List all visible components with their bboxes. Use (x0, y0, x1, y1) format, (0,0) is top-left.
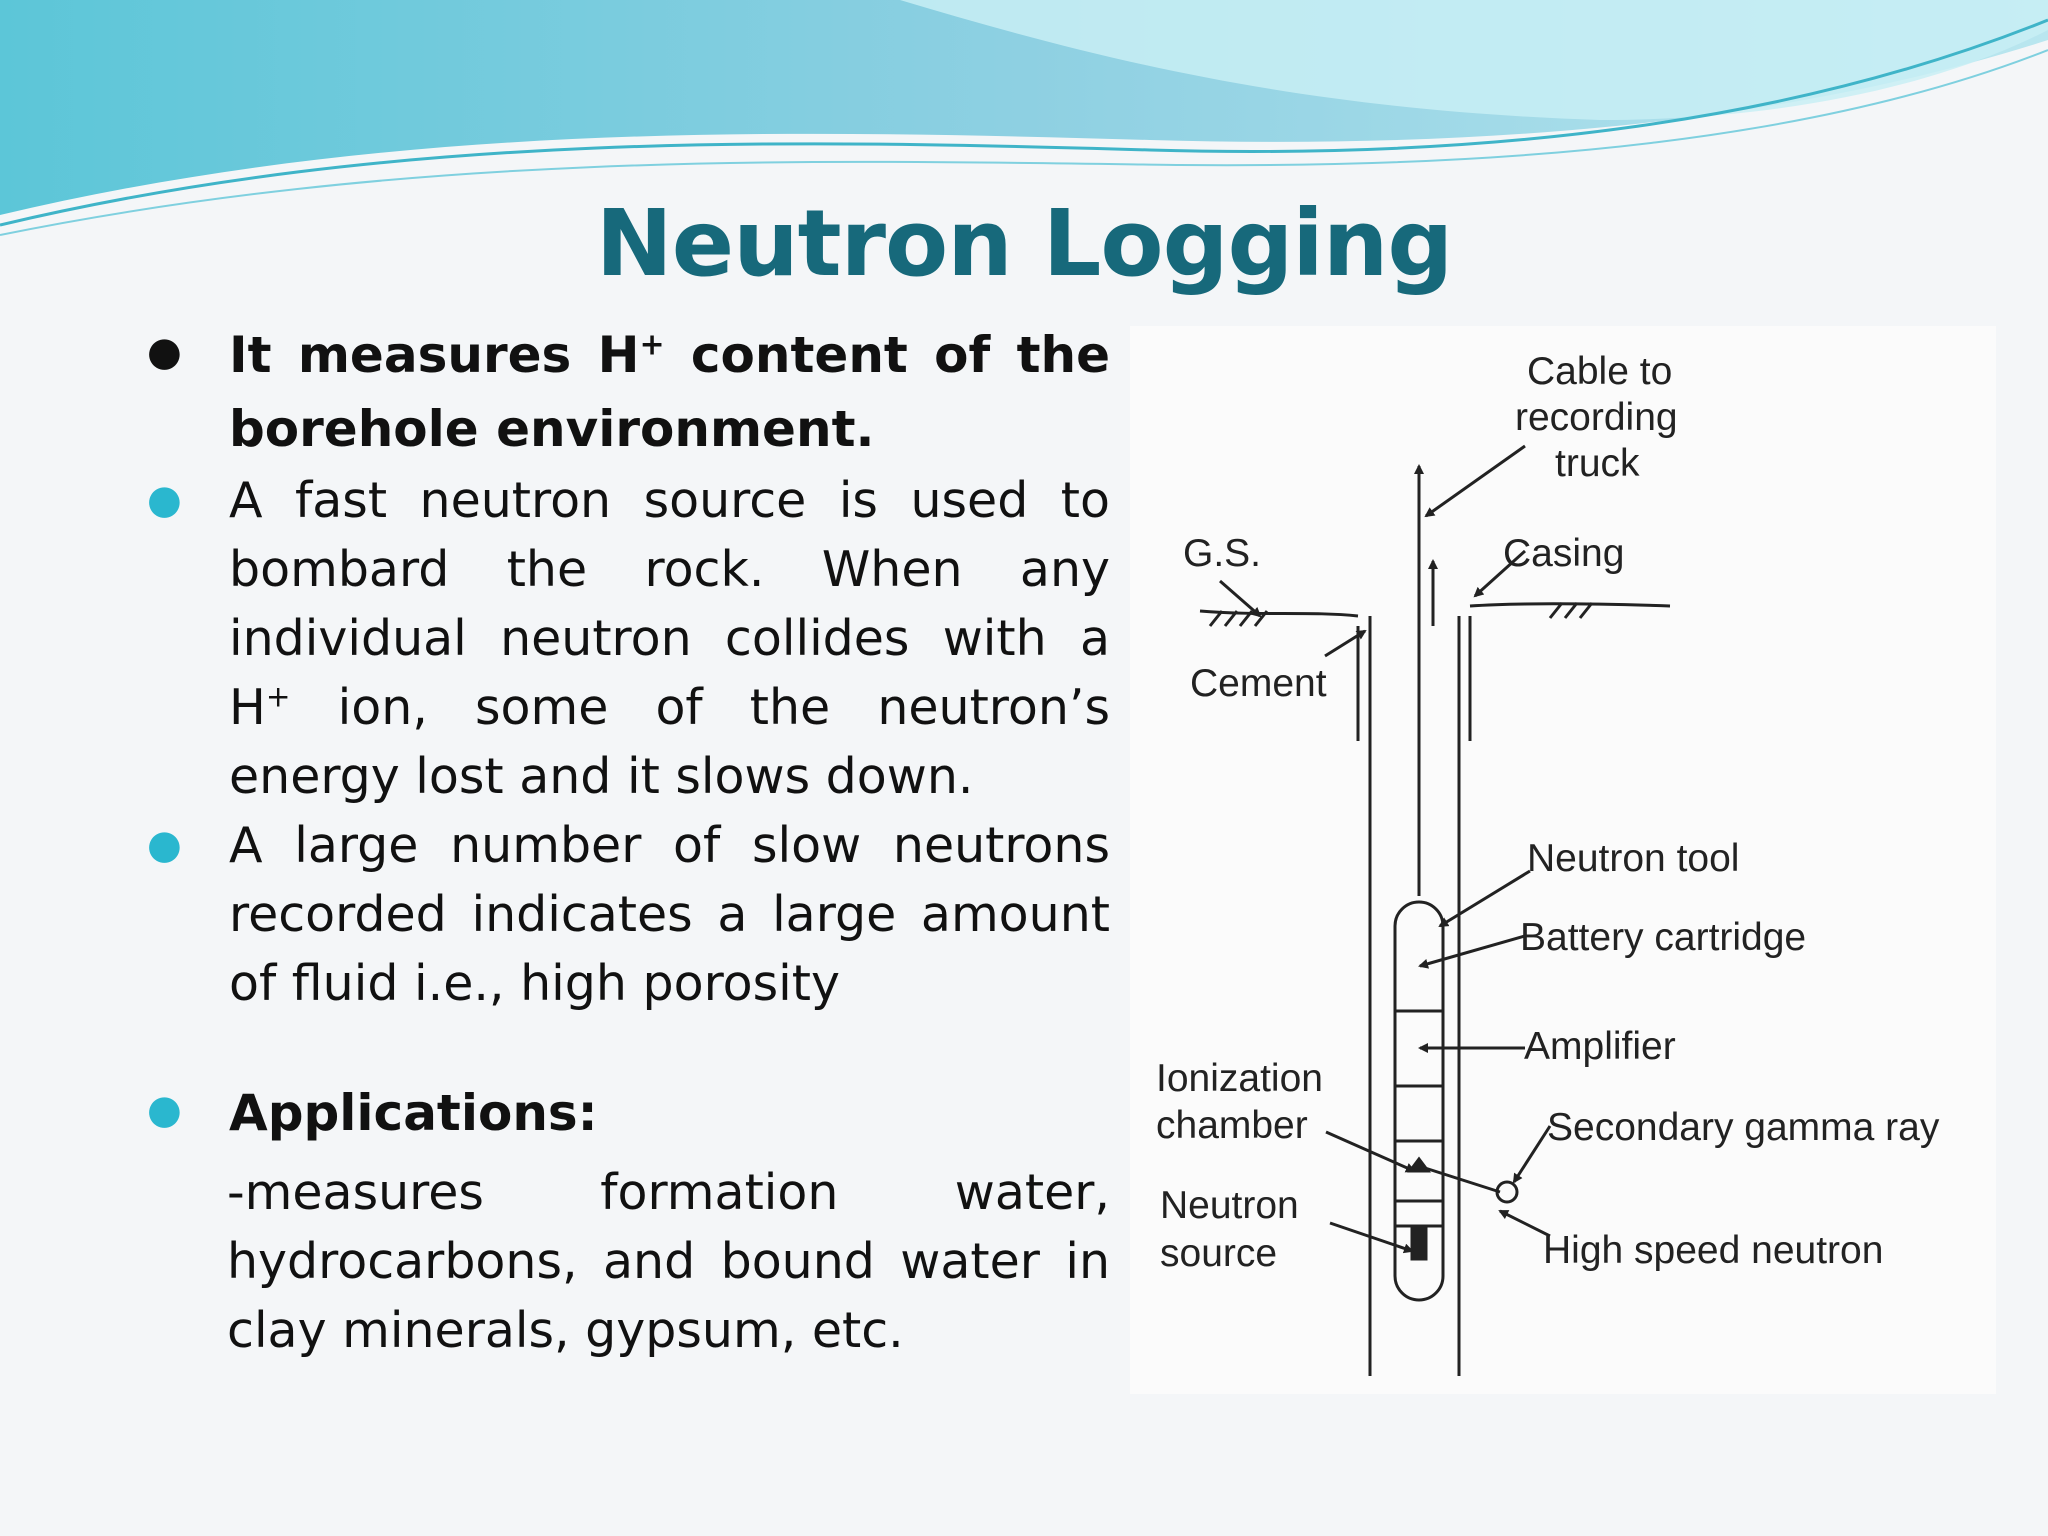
slide-title: Neutron Logging (595, 190, 1453, 297)
label-cable: Cable to (1527, 350, 1673, 393)
label-ionization-chamber: Ionization (1156, 1057, 1323, 1100)
bullet-list (145, 318, 1110, 1365)
bullet-dot-icon: ● (147, 329, 182, 375)
label-ground-surface: G.S. (1183, 532, 1262, 575)
ground-surface-left (1200, 611, 1358, 616)
bullet-text: A fast neutron source is used to bombard the rock. When any individual neutron collides with a H+ ion, some of the neutron’s energy lost and it slows down. (229, 472, 1110, 805)
ground-surface-right (1470, 604, 1670, 606)
label-neutron-source: Neutron (1160, 1184, 1299, 1227)
applications-heading: Applications: (229, 1084, 598, 1142)
bullet-item-3 (145, 811, 1110, 1018)
bullet-item-1 (145, 318, 1110, 466)
bullet-dot-icon: ● (147, 477, 182, 523)
label-ionization-chamber: chamber (1156, 1104, 1308, 1147)
label-amplifier: Amplifier (1524, 1025, 1676, 1068)
label-secondary-gamma-ray: Secondary gamma ray (1547, 1106, 1940, 1149)
bullet-dot-icon: ● (147, 1087, 182, 1133)
label-cable: recording (1515, 396, 1678, 439)
bullet-text: It measures H+ content of the borehole environment. (229, 326, 1110, 458)
label-cable: truck (1555, 442, 1640, 485)
label-cement: Cement (1190, 662, 1327, 705)
applications-text: -measures formation water, hydrocarbons, and bound water in clay minerals, gypsum, etc. (227, 1164, 1110, 1359)
label-neutron-tool: Neutron tool (1527, 837, 1740, 880)
label-battery-cartridge: Battery cartridge (1520, 916, 1807, 959)
neutron-logging-diagram (1130, 326, 1996, 1394)
label-neutron-source: source (1160, 1232, 1278, 1275)
label-casing: Casing (1503, 532, 1625, 575)
bullet-item-applications (145, 1076, 1110, 1150)
label-high-speed-neutron: High speed neutron (1543, 1229, 1884, 1272)
bullet-text: A large number of slow neutrons recorded indicates a large amount of fluid i.e., high porosity (229, 817, 1110, 1012)
bullet-item-2 (145, 466, 1110, 811)
bullet-dot-icon: ● (147, 822, 182, 868)
